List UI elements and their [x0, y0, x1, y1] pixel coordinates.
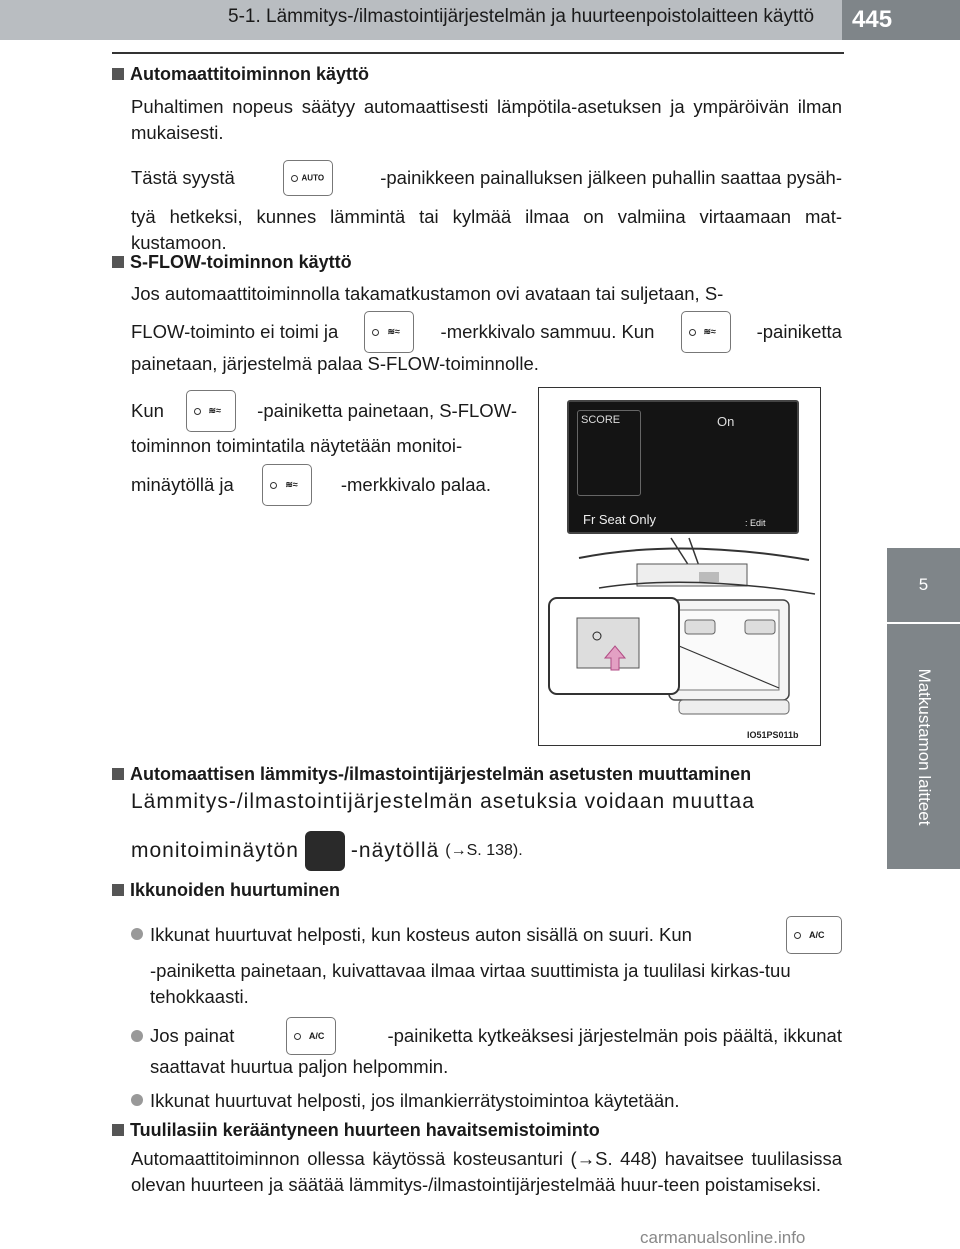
round-bullet-icon	[131, 928, 143, 940]
header-rule	[112, 52, 844, 54]
paragraph: saattavat huurtua paljon helpommin.	[150, 1056, 449, 1077]
airflow-seat-icon: ≋≈	[285, 479, 298, 490]
watermark: carmanualsonline.info	[640, 1228, 806, 1247]
airflow-seat-icon: ≋≈	[703, 326, 716, 337]
round-bullet-icon	[131, 1094, 143, 1106]
ac-button-icon: A/C	[286, 1017, 336, 1055]
paragraph: Ikkunat huurtuvat helposti, jos ilmankierrätystoimintoa käytetään.	[150, 1090, 680, 1111]
text-line: FLOW-toiminto ei toimi ja ≋≈ -merkkivalo sammuu. Kun ≋≈ -painiketta	[131, 310, 842, 354]
text-line: Jos automaattitoiminnolla takamatkustamon ovi avataan tai suljetaan, S-	[131, 283, 724, 304]
round-bullet-icon	[131, 1030, 143, 1042]
edit-label: : Edit	[745, 518, 766, 528]
text-line: toiminnon toimintatila näytetään monitoi-	[131, 435, 463, 456]
chapter-number: 5	[887, 548, 960, 622]
text-line	[131, 160, 842, 196]
dashboard-figure	[538, 387, 821, 746]
text-line: Lämmitys-/ilmastointijärjestelmän asetuksia voidaan muuttaa	[131, 790, 755, 813]
ac-button-icon: A/C	[786, 916, 842, 954]
paragraph: Puhaltimen nopeus säätyy automaattisesti lämpötila-asetuksen ja ympäröivän ilman mukaisesti.	[131, 96, 842, 143]
section-heading-fogging: Ikkunoiden huurtuminen	[112, 880, 340, 901]
text-fragment: Tästä syystä	[131, 167, 235, 188]
square-bullet-icon	[112, 68, 124, 80]
section-heading-settings: Automaattisen lämmitys-/ilmastointijärjestelmän asetusten muuttaminen	[112, 764, 751, 785]
chapter-tab	[887, 624, 960, 869]
climate-menu-icon	[305, 831, 345, 871]
square-bullet-icon	[112, 884, 124, 896]
airflow-seat-icon: ≋≈	[208, 405, 222, 416]
paragraph: -painiketta painetaan, kuivattavaa ilmaa virtaa suuttimista ja tuulilasi kirkas-tuu tehokkaasti.	[150, 960, 791, 1007]
section-heading-defog-detection: Tuulilasiin kerääntyneen huurteen havaitsemistoiminto	[112, 1120, 600, 1141]
seat-mode-label: Fr Seat Only	[583, 512, 656, 527]
monitor-screen	[567, 400, 799, 534]
text-line: Jos painat A/C -painiketta kytkeäksesi järjestelmän pois päältä, ikkunat	[150, 1016, 842, 1056]
text-line: monitoiminäytön -näytöllä (→S. 138).	[131, 826, 591, 876]
sflow-button-icon	[262, 464, 312, 506]
text-line: Ikkunat huurtuvat helposti, kun kosteus auton sisällä on suuri. Kun A/C	[150, 914, 842, 956]
paragraph: Automaattitoiminnon ollessa käytössä kosteusanturi (→S. 448) havaitsee tuulilasissa olevan huurteen ja säätää lämmitys-/ilmastointijärjestelmää huur-teen poistamiseksi.	[131, 1148, 842, 1195]
square-bullet-icon	[112, 1124, 124, 1136]
text-line: minäytöllä ja ≋≈ -merkkivalo palaa.	[131, 462, 491, 508]
text-line: Kun ≋≈ -painiketta painetaan, S-FLOW-	[131, 388, 517, 434]
text-fragment: -painikkeen painalluksen jälkeen puhallin saattaa pysäh-	[380, 167, 842, 188]
square-bullet-icon	[112, 256, 124, 268]
sflow-button-icon	[681, 311, 731, 353]
text-line: painetaan, järjestelmä palaa S-FLOW-toiminnolle.	[131, 353, 539, 374]
sflow-button-icon	[186, 390, 236, 432]
auto-button-icon: AUTO	[283, 160, 333, 196]
header-title: 5-1. Lämmitys-/ilmastointijärjestelmän ja huurteenpoistolaitteen käyttö	[228, 6, 815, 27]
sflow-button-icon	[364, 311, 414, 353]
page-number: 445	[842, 0, 960, 40]
chapter-title: Matkustamon laitteet	[914, 668, 934, 825]
section-heading-auto: Automaattitoiminnon käyttö	[112, 64, 369, 85]
score-label: SCORE	[581, 414, 621, 426]
page-header	[0, 0, 960, 40]
paragraph: tyä hetkeksi, kunnes lämmintä tai kylmää ilmaa on valmiina virtaamaan mat-kustamoon.	[131, 206, 842, 253]
section-heading-sflow: S-FLOW-toiminnon käyttö	[112, 252, 352, 273]
airflow-seat-icon: ≋≈	[387, 326, 400, 337]
status-on-label: On	[717, 414, 735, 429]
square-bullet-icon	[112, 768, 124, 780]
figure-id: IO51PS011b	[747, 730, 799, 740]
header-bar	[0, 0, 842, 40]
